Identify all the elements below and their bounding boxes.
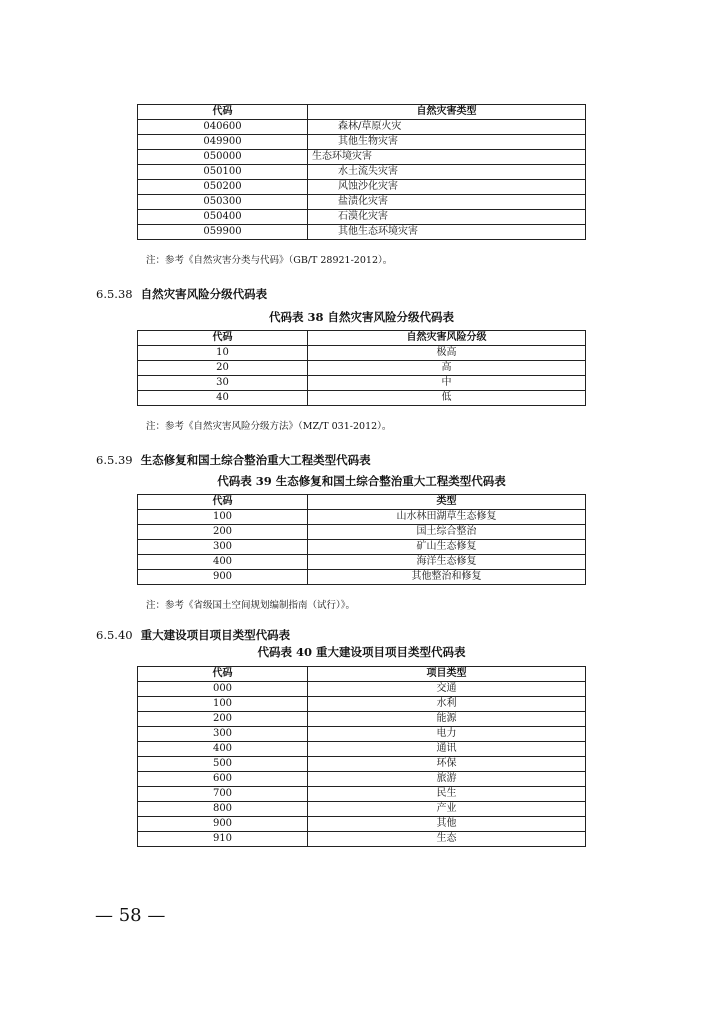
table-row <box>138 697 586 712</box>
section-number: 6.5.38 <box>96 287 133 301</box>
section-heading <box>96 627 290 643</box>
type-cell: 高 <box>308 361 586 376</box>
table-body <box>138 682 586 847</box>
table-row <box>138 195 586 210</box>
code-cell: 600 <box>138 772 308 787</box>
table-row <box>138 727 586 742</box>
type-cell: 水利 <box>308 697 586 712</box>
code-cell: 000 <box>138 682 308 697</box>
type-cell: 石漠化灾害 <box>308 210 586 225</box>
section-heading <box>96 452 371 468</box>
table-row <box>138 210 586 225</box>
type-cell: 电力 <box>308 727 586 742</box>
table-row <box>138 742 586 757</box>
column-header-project-type: 项目类型 <box>308 667 586 682</box>
section-number: 6.5.40 <box>96 628 133 642</box>
type-cell: 中 <box>308 376 586 391</box>
section-title: 自然灾害风险分级代码表 <box>140 287 268 301</box>
table-row <box>138 802 586 817</box>
type-cell: 海洋生态修复 <box>308 555 586 570</box>
table-row <box>138 346 586 361</box>
column-header-code: 代码 <box>138 495 308 510</box>
code-cell: 100 <box>138 510 308 525</box>
table-row <box>138 787 586 802</box>
column-header-code: 代码 <box>138 105 308 120</box>
type-cell: 矿山生态修复 <box>308 540 586 555</box>
table-row <box>138 361 586 376</box>
type-cell: 国土综合整治 <box>308 525 586 540</box>
type-cell: 其他生物灾害 <box>308 135 586 150</box>
type-cell: 其他生态环境灾害 <box>308 225 586 240</box>
code-cell: 200 <box>138 712 308 727</box>
code-cell: 050200 <box>138 180 308 195</box>
type-cell: 森林/草原火灾 <box>308 120 586 135</box>
section-title: 生态修复和国土综合整治重大工程类型代码表 <box>140 453 371 467</box>
table-note: 注：参考《自然灾害风险分级方法》（MZ/T 031-2012）。 <box>146 421 392 432</box>
table-row <box>138 510 586 525</box>
table-row <box>138 832 586 847</box>
code-cell: 40 <box>138 391 308 406</box>
type-cell: 极高 <box>308 346 586 361</box>
table-caption: 代码表 39 生态修复和国土综合整治重大工程类型代码表 <box>217 474 506 488</box>
code-cell: 059900 <box>138 225 308 240</box>
type-cell: 生态环境灾害 <box>308 150 586 165</box>
table-row <box>138 391 586 406</box>
type-cell: 其他整治和修复 <box>308 570 586 585</box>
table-body <box>138 510 586 585</box>
code-cell: 700 <box>138 787 308 802</box>
table-row <box>138 135 586 150</box>
code-cell: 500 <box>138 757 308 772</box>
code-cell: 400 <box>138 555 308 570</box>
code-cell: 900 <box>138 570 308 585</box>
table-body <box>138 346 586 406</box>
table-body <box>138 120 586 240</box>
table-row <box>138 120 586 135</box>
table-row <box>138 225 586 240</box>
type-cell: 山水林田湖草生态修复 <box>308 510 586 525</box>
column-header-code: 代码 <box>138 331 308 346</box>
type-cell: 其他 <box>308 817 586 832</box>
table-row <box>138 817 586 832</box>
code-cell: 050300 <box>138 195 308 210</box>
code-cell: 050000 <box>138 150 308 165</box>
code-cell: 10 <box>138 346 308 361</box>
type-cell: 交通 <box>308 682 586 697</box>
section-heading <box>96 286 267 302</box>
table-header-row <box>138 667 586 682</box>
table-header-row <box>138 105 586 120</box>
table-caption: 代码表 38 自然灾害风险分级代码表 <box>268 310 454 324</box>
section-title: 重大建设项目项目类型代码表 <box>140 628 291 642</box>
code-cell: 20 <box>138 361 308 376</box>
table-row <box>138 570 586 585</box>
code-cell: 30 <box>138 376 308 391</box>
construction-project-type-table <box>137 666 586 847</box>
table-row <box>138 682 586 697</box>
code-cell: 800 <box>138 802 308 817</box>
code-cell: 900 <box>138 817 308 832</box>
type-cell: 水土流失灾害 <box>308 165 586 180</box>
column-header-type: 类型 <box>308 495 586 510</box>
table-header-row <box>138 331 586 346</box>
type-cell: 产业 <box>308 802 586 817</box>
code-cell: 300 <box>138 540 308 555</box>
code-cell: 910 <box>138 832 308 847</box>
code-cell: 050100 <box>138 165 308 180</box>
code-cell: 050400 <box>138 210 308 225</box>
table-row <box>138 540 586 555</box>
type-cell: 能源 <box>308 712 586 727</box>
table-row <box>138 772 586 787</box>
table-row <box>138 757 586 772</box>
type-cell: 盐渍化灾害 <box>308 195 586 210</box>
type-cell: 生态 <box>308 832 586 847</box>
column-header-risk-level: 自然灾害风险分级 <box>308 331 586 346</box>
column-header-type: 自然灾害类型 <box>308 105 586 120</box>
column-header-code: 代码 <box>138 667 308 682</box>
type-cell: 旅游 <box>308 772 586 787</box>
table-row <box>138 150 586 165</box>
code-cell: 400 <box>138 742 308 757</box>
table-row <box>138 555 586 570</box>
table-note: 注：参考《省级国土空间规划编制指南（试行）》。 <box>146 600 356 611</box>
risk-level-table <box>137 330 586 406</box>
table-row <box>138 180 586 195</box>
type-cell: 通讯 <box>308 742 586 757</box>
code-cell: 200 <box>138 525 308 540</box>
project-type-table <box>137 494 586 585</box>
type-cell: 环保 <box>308 757 586 772</box>
page-number: — 58 — <box>95 905 166 926</box>
table-header-row <box>138 495 586 510</box>
type-cell: 低 <box>308 391 586 406</box>
table-row <box>138 525 586 540</box>
section-number: 6.5.39 <box>96 453 133 467</box>
code-cell: 100 <box>138 697 308 712</box>
table-caption: 代码表 40 重大建设项目项目类型代码表 <box>257 645 466 659</box>
type-cell: 民生 <box>308 787 586 802</box>
table-row <box>138 165 586 180</box>
table-row <box>138 712 586 727</box>
code-cell: 049900 <box>138 135 308 150</box>
disaster-type-table <box>137 104 586 240</box>
code-cell: 040600 <box>138 120 308 135</box>
type-cell: 风蚀沙化灾害 <box>308 180 586 195</box>
code-cell: 300 <box>138 727 308 742</box>
table-row <box>138 376 586 391</box>
table-note: 注：参考《自然灾害分类与代码》（GB/T 28921-2012）。 <box>146 255 393 266</box>
